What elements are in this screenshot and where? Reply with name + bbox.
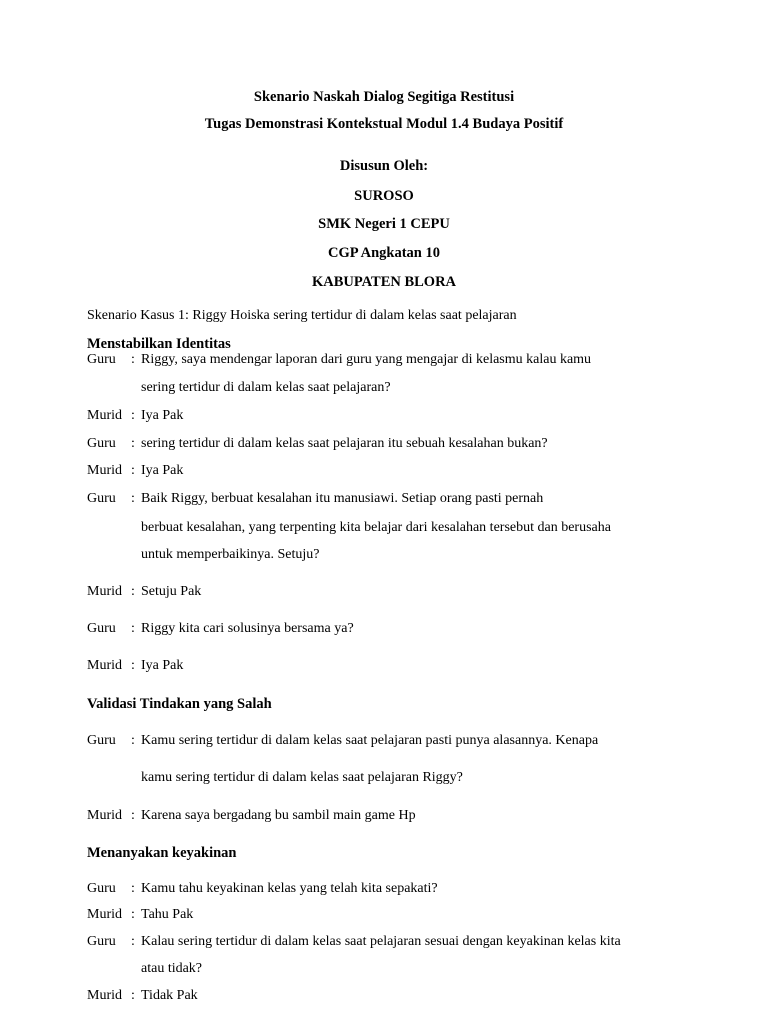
speaker-colon: : — [131, 621, 135, 636]
speaker-name: Guru — [87, 491, 116, 506]
dialog-text: Tahu Pak — [141, 907, 194, 922]
speaker-colon: : — [131, 907, 135, 922]
speaker-colon: : — [131, 881, 135, 896]
speaker-name: Murid — [87, 808, 122, 823]
section-heading: Menstabilkan Identitas — [87, 336, 231, 352]
dialog-text: Iya Pak — [141, 463, 184, 478]
speaker-colon: : — [131, 584, 135, 599]
dialog-text: Iya Pak — [141, 658, 184, 673]
speaker-name: Murid — [87, 658, 122, 673]
section-heading: Validasi Tindakan yang Salah — [87, 696, 272, 712]
speaker-colon: : — [131, 988, 135, 1003]
speaker-name: Guru — [87, 881, 116, 896]
speaker-name: Murid — [87, 463, 122, 478]
speaker-name: Murid — [87, 584, 122, 599]
dialog-text-continued: sering tertidur di dalam kelas saat pelajaran? — [141, 380, 391, 395]
speaker-colon: : — [131, 408, 135, 423]
speaker-name: Guru — [87, 621, 116, 636]
dialog-text: Iya Pak — [141, 408, 184, 423]
speaker-colon: : — [131, 352, 135, 367]
school-name: SMK Negeri 1 CEPU — [318, 216, 450, 232]
speaker-name: Guru — [87, 733, 116, 748]
dialog-text-continued: berbuat kesalahan, yang terpenting kita belajar dari kesalahan tersebut dan berusaha — [141, 520, 611, 535]
document-title: Skenario Naskah Dialog Segitiga Restitusi — [253, 89, 515, 105]
speaker-colon: : — [131, 808, 135, 823]
dialog-text: Karena saya bergadang bu sambil main game Hp — [141, 808, 416, 823]
speaker-name: Guru — [87, 436, 116, 451]
dialog-text: Tidak Pak — [141, 988, 198, 1003]
dialog-text: Baik Riggy, berbuat kesalahan itu manusiawi. Setiap orang pasti pernah — [141, 491, 544, 506]
regency-label: KABUPATEN BLORA — [311, 274, 457, 290]
author-name: SUROSO — [354, 188, 414, 204]
scenario-text: Skenario Kasus 1: Riggy Hoiska sering tertidur di dalam kelas saat pelajaran — [87, 308, 517, 323]
dialog-text: Riggy, saya mendengar laporan dari guru yang mengajar di kelasmu kalau kamu — [141, 352, 592, 367]
dialog-text: Kamu sering tertidur di dalam kelas saat pelajaran pasti punya alasannya. Kenapa — [141, 733, 599, 748]
dialog-text: Kalau sering tertidur di dalam kelas saat pelajaran sesuai dengan keyakinan kelas kita — [141, 934, 621, 949]
speaker-colon: : — [131, 733, 135, 748]
dialog-text: Kamu tahu keyakinan kelas yang telah kita sepakati? — [141, 881, 438, 896]
speaker-name: Murid — [87, 988, 122, 1003]
speaker-name: Guru — [87, 934, 116, 949]
dialog-text-continued: untuk memperbaikinya. Setuju? — [141, 547, 320, 562]
dialog-text-continued: atau tidak? — [141, 961, 203, 976]
speaker-colon: : — [131, 934, 135, 949]
speaker-colon: : — [131, 463, 135, 478]
cohort-label: CGP Angkatan 10 — [328, 245, 440, 261]
author-label: Disusun Oleh: — [339, 158, 429, 174]
section-heading: Menanyakan keyakinan — [87, 845, 237, 861]
dialog-text: sering tertidur di dalam kelas saat pelajaran itu sebuah kesalahan bukan? — [141, 436, 548, 451]
speaker-name: Murid — [87, 408, 122, 423]
speaker-name: Guru — [87, 352, 116, 367]
speaker-colon: : — [131, 658, 135, 673]
speaker-name: Murid — [87, 907, 122, 922]
dialog-text-continued: kamu sering tertidur di dalam kelas saat pelajaran Riggy? — [141, 770, 463, 785]
speaker-colon: : — [131, 491, 135, 506]
document-subtitle: Tugas Demonstrasi Kontekstual Modul 1.4 Budaya Positif — [204, 116, 564, 132]
dialog-text: Riggy kita cari solusinya bersama ya? — [141, 621, 354, 636]
speaker-colon: : — [131, 436, 135, 451]
dialog-text: Setuju Pak — [141, 584, 202, 599]
